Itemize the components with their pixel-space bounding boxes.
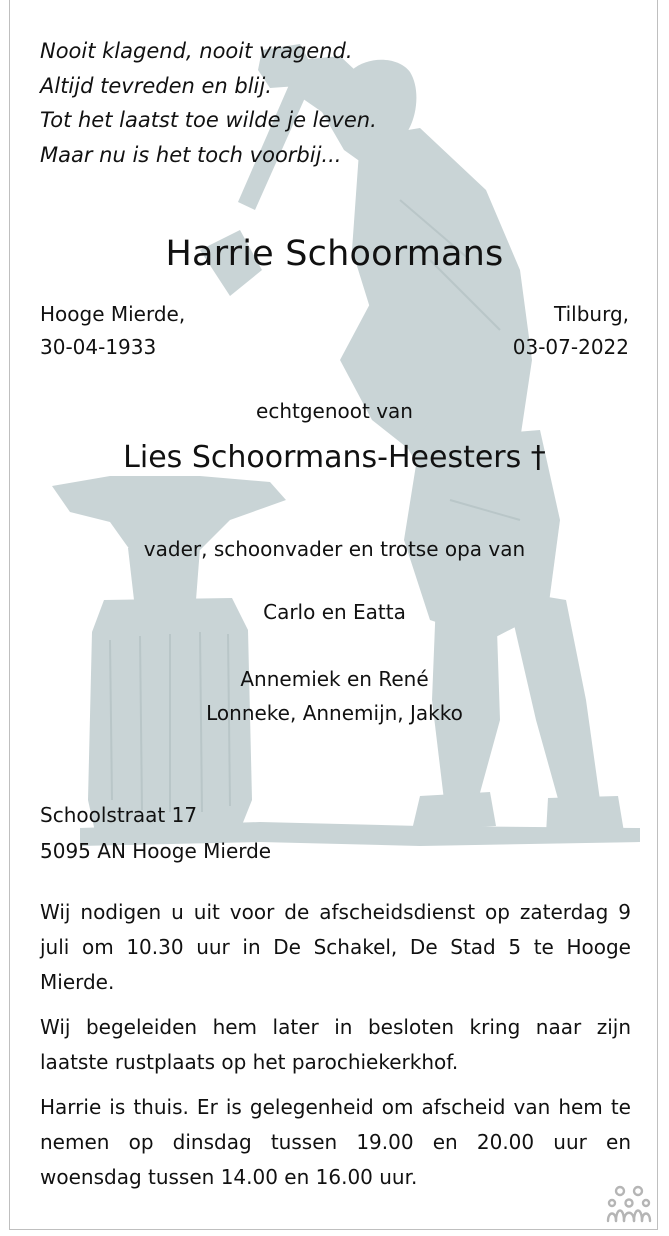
service-paragraph: Wij nodigen u uit voor de afscheidsdienst op zaterdag 9 juli om 10.30 uur in De Schakel, De Stad 5 te Hooge Mierde.: [40, 900, 631, 994]
address: [40, 797, 271, 869]
birth-date: 30-04-1933: [40, 335, 157, 359]
address-street: Schoolstraat 17: [40, 803, 198, 827]
burial-paragraph: Wij begeleiden hem later in besloten kring naar zijn laatste rustplaats op het parochiekerkhof.: [40, 1015, 631, 1074]
deceased-name: Harrie Schoormans: [165, 234, 504, 274]
poem-line: Altijd tevreden en blij.: [40, 73, 272, 98]
address-city: 5095 AN Hooge Mierde: [40, 839, 272, 863]
birth-info: [40, 298, 185, 364]
spouse-name: Lies Schoormans-Heesters †: [123, 440, 546, 475]
poem-line: Nooit klagend, nooit vragend.: [40, 39, 353, 63]
poem: [40, 34, 377, 172]
family-group-1: Carlo en Eatta: [263, 600, 406, 624]
family-group-2-line-1: Annemiek en René: [240, 667, 429, 691]
family-group-2-line-2: Lonneke, Annemijn, Jakko: [206, 701, 463, 725]
poem-line: Maar nu is het toch voorbij...: [40, 142, 342, 167]
birth-place: Hooge Mierde,: [40, 302, 186, 326]
family-logo-icon: [606, 1183, 652, 1223]
visitation-paragraph: Harrie is thuis. Er is gelegenheid om afscheid van hem te nemen op dinsdag tussen 19.00 en 20.00 uur en woensdag tussen 14.00 en 16.00 uur.: [40, 1095, 631, 1189]
spouse-intro: echtgenoot van: [256, 399, 413, 423]
family-intro: vader, schoonvader en trotse opa van: [143, 537, 526, 561]
death-info: [513, 298, 629, 364]
poem-line: Tot het laatst toe wilde je leven.: [40, 108, 377, 132]
death-date: 03-07-2022: [512, 335, 629, 359]
death-place: Tilburg,: [553, 302, 629, 326]
